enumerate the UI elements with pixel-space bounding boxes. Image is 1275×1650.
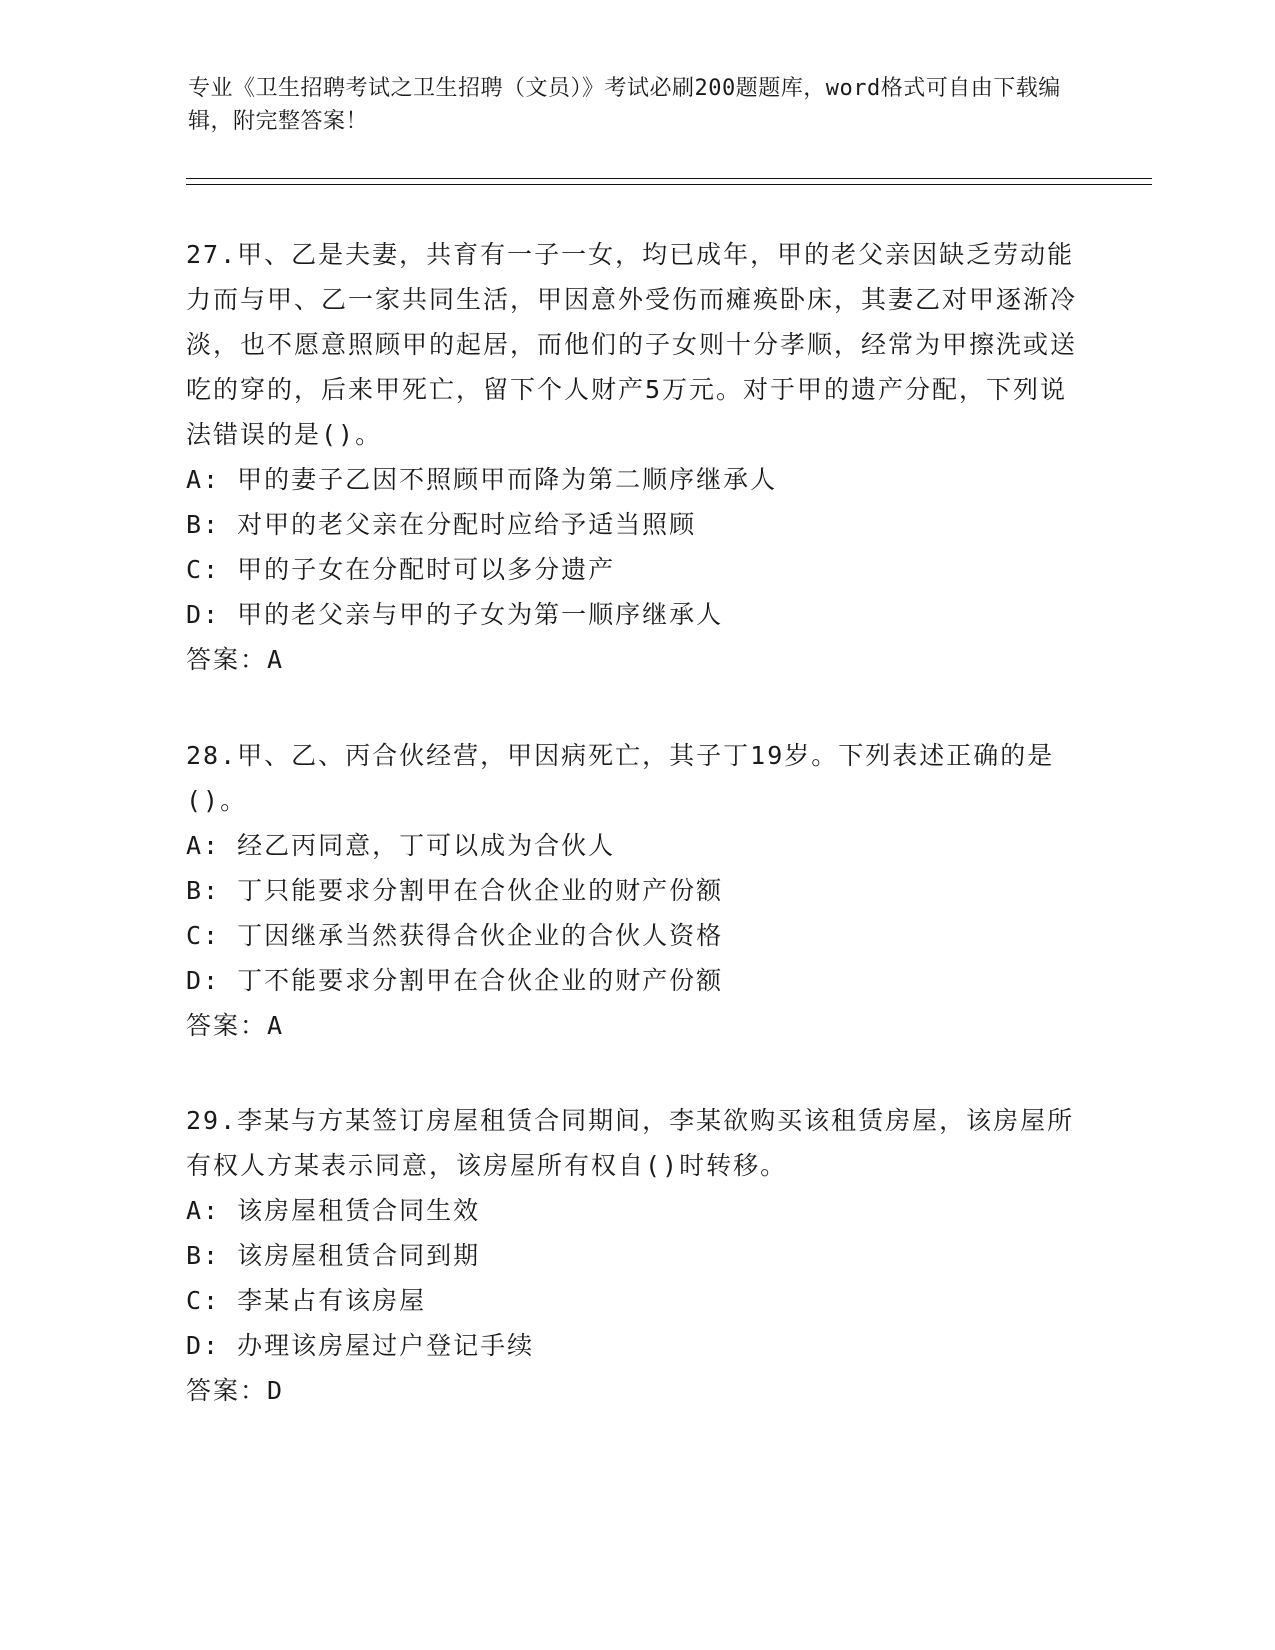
header-rule-top bbox=[186, 178, 1152, 179]
question-stem: 28.甲、乙、丙合伙经营，甲因病死亡，其子丁19岁。下列表述正确的是()。 bbox=[186, 741, 1055, 815]
answer-line: 答案：A bbox=[186, 1011, 285, 1040]
document-header: 专业《卫生招聘考试之卫生招聘（文员）》考试必刷200题题库，word格式可自由下载编辑，附完整答案！ bbox=[188, 76, 1061, 134]
question-28 bbox=[186, 733, 1086, 1048]
question-29 bbox=[186, 1098, 1086, 1413]
question-stem: 27.甲、乙是夫妻，共育有一子一女，均已成年，甲的老父亲因缺乏劳动能力而与甲、乙一家共同生活，甲因意外受伤而瘫痪卧床，其妻乙对甲逐渐冷淡，也不愿意照顾甲的起居，而他们的子女则十分孝顺，经常为甲擦洗或送吃的穿的，后来甲死亡，留下个人财产5万元。对于甲的遗产分配，下列说法错误的是()。 bbox=[186, 240, 1078, 449]
option-d: D: 办理该房屋过户登记手续 bbox=[186, 1331, 535, 1360]
option-b: B: 丁只能要求分割甲在合伙企业的财产份额 bbox=[186, 876, 724, 905]
answer-line: 答案：A bbox=[186, 645, 285, 674]
option-a: A: 甲的妻子乙因不照顾甲而降为第二顺序继承人 bbox=[186, 465, 778, 494]
option-b: B: 对甲的老父亲在分配时应给予适当照顾 bbox=[186, 510, 697, 539]
option-b: B: 该房屋租赁合同到期 bbox=[186, 1241, 481, 1270]
option-d: D: 丁不能要求分割甲在合伙企业的财产份额 bbox=[186, 966, 724, 995]
option-c: C: 甲的子女在分配时可以多分遗产 bbox=[186, 555, 616, 584]
option-c: C: 丁因继承当然获得合伙企业的合伙人资格 bbox=[186, 921, 724, 950]
option-c: C: 李某占有该房屋 bbox=[186, 1286, 427, 1315]
option-a: A: 经乙丙同意，丁可以成为合伙人 bbox=[186, 831, 616, 860]
question-stem: 29.李某与方某签订房屋租赁合同期间，李某欲购买该租赁房屋，该房屋所有权人方某表示同意，该房屋所有权自()时转移。 bbox=[186, 1106, 1075, 1180]
answer-line: 答案：D bbox=[186, 1376, 285, 1405]
header-rule-bottom bbox=[186, 184, 1152, 185]
question-27 bbox=[186, 232, 1086, 682]
option-a: A: 该房屋租赁合同生效 bbox=[186, 1196, 481, 1225]
option-d: D: 甲的老父亲与甲的子女为第一顺序继承人 bbox=[186, 600, 724, 629]
